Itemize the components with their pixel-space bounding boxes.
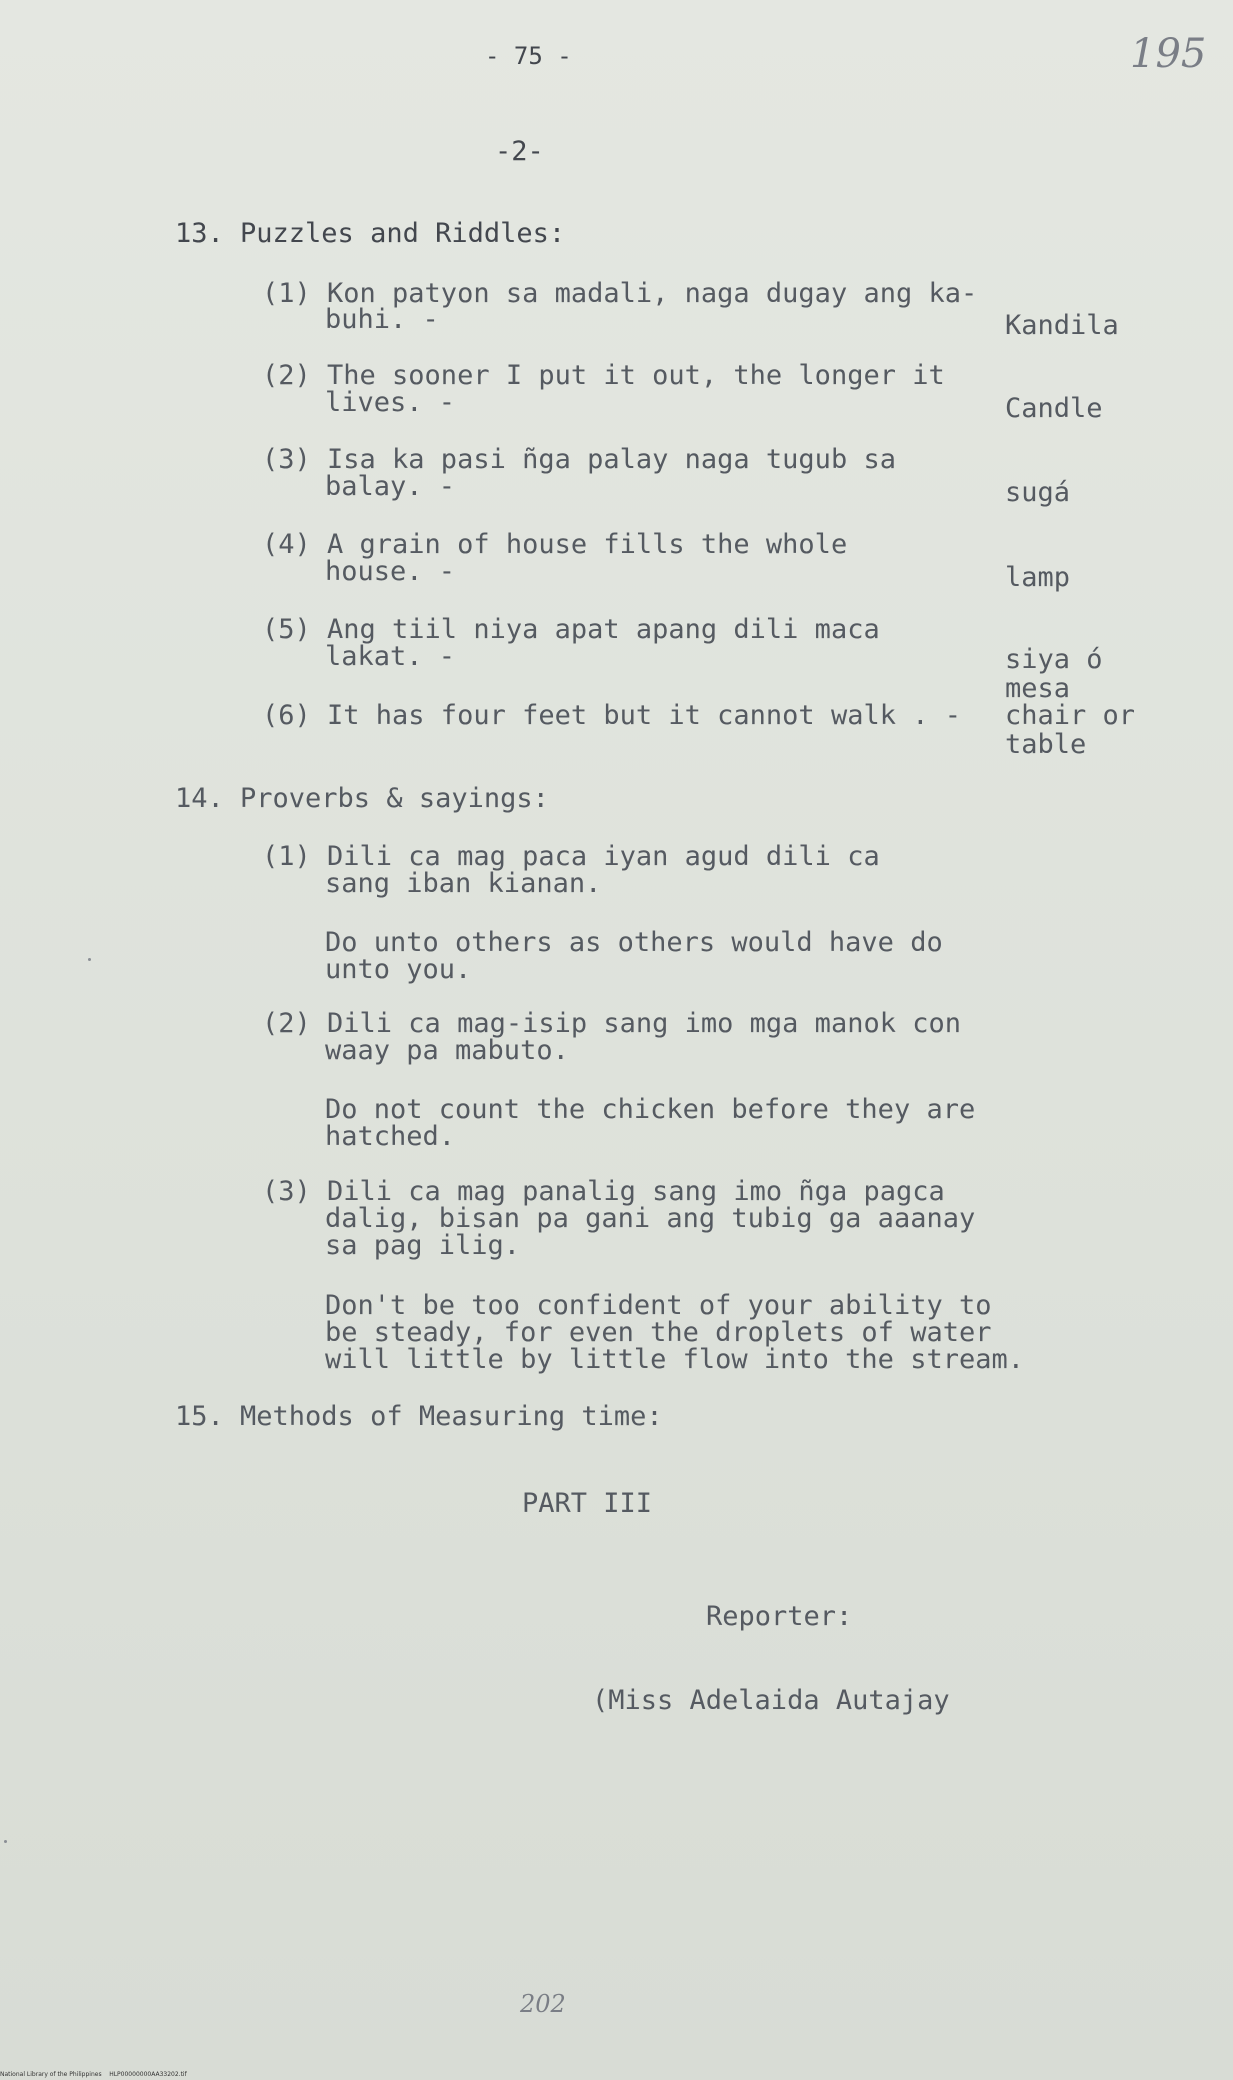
riddle-text-line: buhi. - xyxy=(325,304,439,335)
riddle-answer: mesa xyxy=(1005,673,1071,704)
handwritten-bottom-number: 202 xyxy=(520,1990,566,2018)
proverb-line: (2) Dili ca mag-isip sang imo mga manok con xyxy=(262,1008,961,1039)
riddle-text-line: lakat. - xyxy=(325,641,456,672)
riddle-text-line: (3) Isa ka pasi ñga palay naga tugub sa xyxy=(262,444,896,475)
section-13-heading: 13. Puzzles and Riddles: xyxy=(175,218,566,249)
riddle-text-line: (2) The sooner I put it out, the longer it xyxy=(262,360,945,391)
proverb-line: (1) Dili ca mag paca iyan agud dili ca xyxy=(262,841,880,872)
riddle-answer: Kandila xyxy=(1005,310,1119,341)
riddle-text-line: (6) It has four feet but it cannot walk . - xyxy=(262,700,961,731)
proverb-translation-line: will little by little flow into the stream. xyxy=(325,1344,1024,1375)
riddle-answer: Candle xyxy=(1005,393,1103,424)
proverb-translation-line: Do not count the chicken before they are xyxy=(325,1094,976,1125)
proverb-translation-line: unto you. xyxy=(325,954,472,985)
riddle-text-line: house. - xyxy=(325,556,456,587)
proverb-translation-line: Do unto others as others would have do xyxy=(325,927,943,958)
scan-footer: National Library of the Philippines HLP00000000AA33202.tif xyxy=(0,2071,187,2078)
paper-speck xyxy=(4,1840,7,1843)
riddle-text-line: lives. - xyxy=(325,387,456,418)
riddle-text-line: (4) A grain of house fills the whole xyxy=(262,529,848,560)
proverb-line: waay pa mabuto. xyxy=(325,1035,569,1066)
proverb-line: dalig, bisan pa gani ang tubig ga aaanay xyxy=(325,1203,976,1234)
riddle-text-line: (1) Kon patyon sa madali, naga dugay ang ka- xyxy=(262,278,978,309)
proverb-translation-line: hatched. xyxy=(325,1121,456,1152)
document-page-number: -2- xyxy=(495,136,544,167)
archive-page-number: - 75 - xyxy=(485,42,572,70)
proverb-translation-line: be steady, for even the droplets of water xyxy=(325,1317,992,1348)
proverb-line: (3) Dili ca mag panalig sang imo ñga pagca xyxy=(262,1176,945,1207)
riddle-answer: lamp xyxy=(1005,562,1071,593)
riddle-answer: table xyxy=(1005,729,1087,760)
handwritten-folio-number: 195 xyxy=(1130,31,1207,77)
section-14-heading: 14. Proverbs & sayings: xyxy=(175,783,549,814)
riddle-answer: sugá xyxy=(1005,477,1071,508)
proverb-line: sang iban kianan. xyxy=(325,868,602,899)
riddle-text-line: balay. - xyxy=(325,471,456,502)
reporter-name: (Miss Adelaida Autajay xyxy=(592,1685,950,1716)
riddle-answer: chair or xyxy=(1005,700,1136,731)
reporter-label: Reporter: xyxy=(706,1601,853,1632)
proverb-translation-line: Don't be too confident of your ability to xyxy=(325,1290,992,1321)
section-15-heading: 15. Methods of Measuring time: xyxy=(175,1401,663,1432)
riddle-text-line: (5) Ang tiil niya apat apang dili maca xyxy=(262,614,880,645)
part-heading: PART III xyxy=(522,1488,653,1519)
proverb-line: sa pag ilig. xyxy=(325,1230,521,1261)
riddle-answer: siya ó xyxy=(1005,644,1103,675)
paper-speck xyxy=(88,958,91,961)
